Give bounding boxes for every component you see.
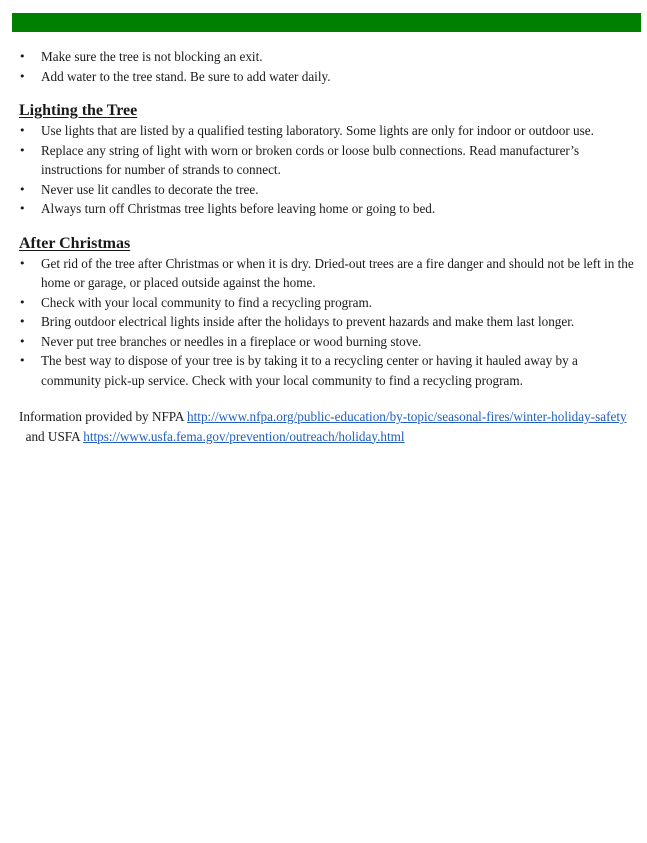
bullet-icon: •: [19, 124, 26, 137]
list-item: [19, 312, 641, 332]
citation-prefix: Information provided by NFPA: [19, 409, 188, 424]
list-item: [19, 332, 641, 352]
document-content: [19, 47, 641, 459]
list-item-text: Always turn off Christmas tree lights before leaving home or going to bed.: [41, 201, 436, 216]
source-citation: [19, 407, 641, 446]
intro-list: [19, 47, 641, 86]
bullet-icon: •: [19, 182, 26, 196]
list-item-text: Use lights that are listed by a qualified testing laboratory. Some lights are only for indoor or outdoor use.: [41, 123, 594, 138]
bullet-icon: •: [19, 143, 26, 157]
bullet-icon: •: [19, 354, 26, 367]
list-item: [19, 47, 641, 67]
bullet-icon: •: [19, 50, 26, 63]
list-item-text: Bring outdoor electrical lights inside after the holidays to prevent hazards and make them last longer.: [41, 314, 575, 329]
list-item-text: Never use lit candles to decorate the tree.: [41, 181, 259, 197]
after-christmas-list: [19, 254, 641, 391]
citation-middle: and USFA: [19, 428, 84, 444]
lighting-list: [19, 121, 641, 219]
list-item-text: Never put tree branches or needles in a fireplace or wood burning stove.: [41, 333, 422, 349]
list-item: [19, 121, 641, 141]
list-item: [19, 293, 641, 313]
bullet-icon: •: [19, 256, 26, 270]
nfpa-link[interactable]: http://www.nfpa.org/public-education/by-topic/seasonal-fires/winter-holiday-safety: [187, 409, 627, 424]
bullet-icon: •: [19, 295, 26, 309]
list-item-text: The best way to dispose of your tree is by taking it to a recycling center or having it hauled away by a community pick-up service. Check with your local community to find a recycling program.: [41, 353, 578, 388]
bullet-icon: •: [19, 69, 26, 83]
list-item: [19, 67, 641, 87]
section-heading-lighting: Lighting the Tree: [19, 102, 138, 119]
list-item-text: Get rid of the tree after Christmas or when it is dry. Dried-out trees are a fire danger and should not be left in the home or garage, or placed outside against the home.: [41, 255, 634, 290]
list-item: [19, 180, 641, 200]
list-item: [19, 141, 641, 180]
list-item: [19, 351, 641, 390]
bullet-icon: •: [19, 334, 26, 348]
list-item-text: Check with your local community to find a recycling program.: [41, 294, 373, 310]
list-item-text: Add water to the tree stand. Be sure to add water daily.: [41, 68, 331, 84]
list-item: [19, 199, 641, 219]
section-heading-after-christmas: After Christmas: [19, 234, 131, 252]
list-item: [19, 254, 641, 293]
list-item-text: Make sure the tree is not blocking an exit.: [41, 49, 263, 64]
bullet-icon: •: [19, 315, 26, 328]
list-item-text: Replace any string of light with worn or broken cords or loose bulb connections. Read manufacturer’s instructions for number of strands to connect.: [41, 142, 580, 177]
bullet-icon: •: [19, 202, 26, 215]
usfa-link[interactable]: https://www.usfa.fema.gov/prevention/outreach/holiday.html: [83, 428, 405, 444]
header-green-bar: [12, 13, 641, 32]
